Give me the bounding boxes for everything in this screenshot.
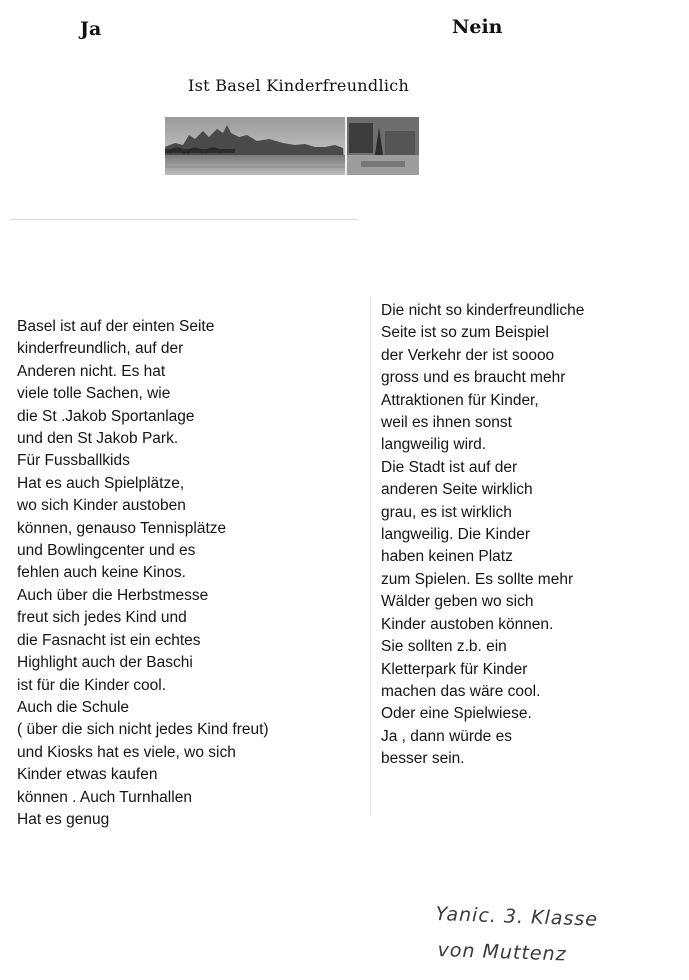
text-line: haben keinen Platz: [381, 548, 513, 566]
text-line: und Bowlingcenter und es: [17, 542, 196, 560]
text-line: die Fasnacht ist ein echtes: [17, 631, 201, 649]
text-line: weil es ihnen sonst: [381, 414, 512, 432]
text-line: Hat es auch Spielplätze,: [17, 474, 185, 492]
text-line: Kinder etwas kaufen: [17, 766, 158, 784]
text-line: der Verkehr der ist soooo: [381, 346, 555, 364]
left-column-text: [17, 316, 269, 831]
signature-line-2: von Muttenz: [437, 939, 567, 966]
text-line: Sie sollten z.b. ein: [381, 638, 507, 656]
text-line: und den St Jakob Park.: [17, 430, 179, 448]
text-line: die St .Jakob Sportanlage: [17, 407, 195, 425]
text-line: freut sich jedes Kind und: [17, 609, 187, 627]
text-line: grau, es ist wirklich: [381, 503, 512, 521]
header-yes: Ja: [80, 18, 102, 40]
right-column-text: [381, 300, 584, 771]
text-line: Highlight auch der Baschi: [17, 654, 193, 672]
column-divider: [370, 296, 371, 816]
text-line: Kletterpark für Kinder: [381, 660, 528, 678]
text-line: wo sich Kinder austoben: [17, 497, 186, 515]
top-divider: [10, 219, 358, 220]
text-line: Die Stadt ist auf der: [381, 458, 518, 476]
text-line: viele tolle Sachen, wie: [17, 385, 171, 403]
text-line: besser sein.: [381, 750, 465, 768]
text-line: und Kiosks hat es viele, wo sich: [17, 743, 236, 761]
text-line: Auch die Schule: [17, 698, 130, 716]
text-line: ( über die sich nicht jedes Kind freut): [17, 721, 269, 739]
text-line: Wälder geben wo sich: [381, 593, 534, 611]
text-line: langweilig wird.: [381, 436, 487, 454]
signature-line-1: Yanic. 3. Klasse: [435, 903, 599, 931]
text-line: Ja , dann würde es: [381, 727, 512, 745]
text-line: Auch über die Herbstmesse: [17, 586, 209, 604]
text-line: Für Fussballkids: [17, 452, 130, 470]
text-line: können, genauso Tennisplätze: [17, 519, 227, 537]
header-no: Nein: [452, 16, 503, 38]
text-line: kinderfreundlich, auf der: [17, 340, 184, 358]
text-line: zum Spielen. Es sollte mehr: [381, 570, 574, 588]
page-title: Ist Basel Kinderfreundlich: [188, 76, 410, 95]
text-line: machen das wäre cool.: [381, 682, 541, 700]
text-line: langweilig. Die Kinder: [381, 526, 531, 544]
text-line: anderen Seite wirklich: [381, 481, 533, 499]
text-line: Oder eine Spielwiese.: [381, 705, 532, 723]
basel-photo-strip: [165, 117, 419, 175]
text-line: Basel ist auf der einten Seite: [17, 318, 215, 335]
text-line: Die nicht so kinderfreundliche: [381, 302, 585, 319]
text-line: Anderen nicht. Es hat: [17, 362, 166, 380]
text-line: ist für die Kinder cool.: [17, 676, 167, 694]
text-line: gross und es braucht mehr: [381, 369, 566, 387]
text-line: können . Auch Turnhallen: [17, 788, 192, 806]
text-line: Hat es genug: [17, 810, 110, 828]
text-line: Kinder austoben können.: [381, 615, 554, 633]
text-line: Seite ist so zum Beispiel: [381, 324, 549, 342]
text-line: Attraktionen für Kinder,: [381, 391, 539, 409]
text-line: fehlen auch keine Kinos.: [17, 564, 186, 582]
